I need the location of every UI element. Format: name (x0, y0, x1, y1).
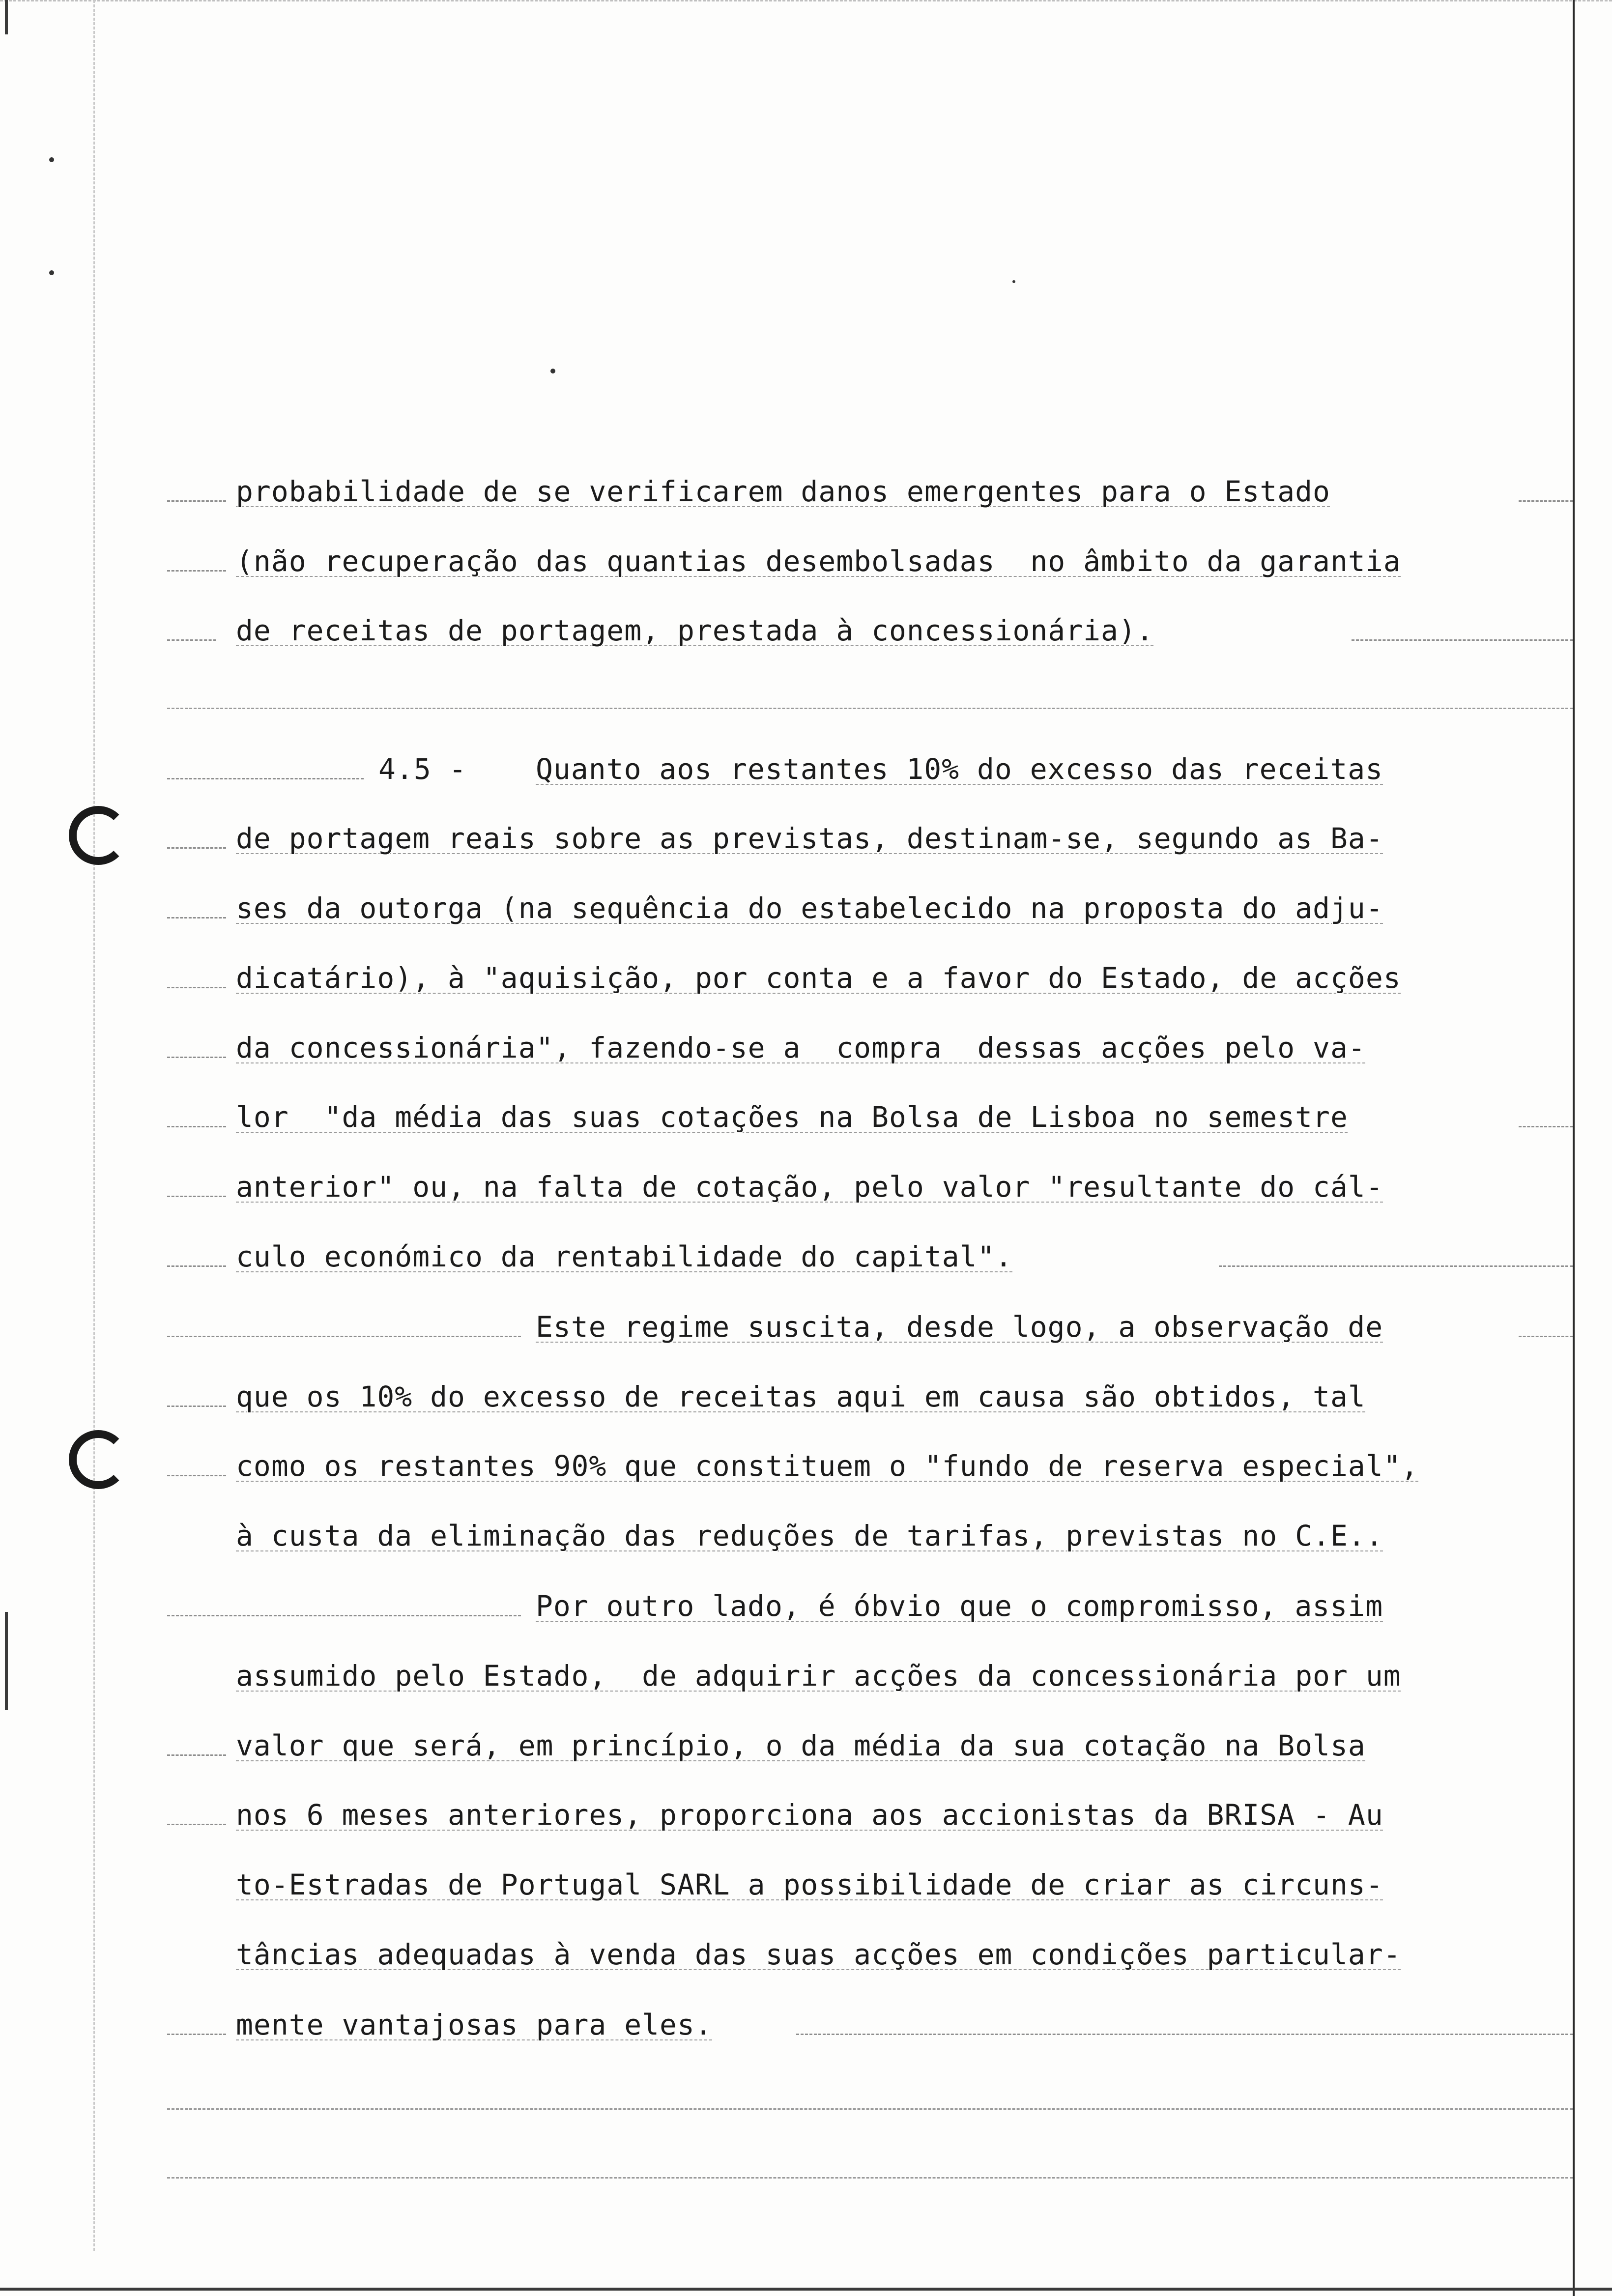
text-line: como os restantes 90% que constituem o "fundo de reserva especial", (0, 1446, 1573, 1486)
right-margin-rule (1573, 0, 1575, 2296)
text-line: nos 6 meses anteriores, proporciona aos accionistas da BRISA - Au (0, 1795, 1573, 1835)
top-edge (0, 0, 1612, 3)
text-line: mente vantajosas para eles. (0, 2005, 1573, 2044)
text-line: que os 10% do excesso de receitas aqui em causa são obtidos, tal (0, 1377, 1573, 1416)
text-line: de portagem reais sobre as previstas, destinam-se, segundo as Ba- (0, 819, 1573, 858)
blank-rule (167, 2108, 1573, 2110)
text-line: 4.5 - Quanto aos restantes 10% do excesso das receitas (0, 749, 1573, 789)
text-line: Este regime suscita, desde logo, a observação de (0, 1307, 1573, 1347)
text-line: de receitas de portagem, prestada à concessionária). (0, 611, 1573, 650)
blank-rule (167, 2177, 1573, 2179)
text-line: dicatário), à "aquisição, por conta e a favor do Estado, de acções (0, 958, 1573, 998)
text-line: à custa da eliminação das reduções de tarifas, previstas no C.E.. (236, 1519, 1383, 1552)
text-line: culo económico da rentabilidade do capital". (0, 1237, 1573, 1276)
blank-rule (167, 708, 1573, 709)
text-line: ses da outorga (na sequência do estabelecido na proposta do adju- (0, 889, 1573, 928)
text-line: lor "da média das suas cotações na Bolsa de Lisboa no semestre (0, 1097, 1573, 1137)
text-line: assumido pelo Estado, de adquirir acções da concessionária por um (236, 1659, 1401, 1693)
scan-speck (49, 270, 54, 275)
text-line: tâncias adequadas à venda das suas acções em condições particular- (236, 1938, 1401, 1971)
text-line: probabilidade de se verificarem danos emergentes para o Estado (0, 472, 1573, 511)
text-line: da concessionária", fazendo-se a compra dessas acções pelo va- (0, 1028, 1573, 1067)
scan-speck (1012, 280, 1015, 283)
text-line: valor que será, em princípio, o da média da sua cotação na Bolsa (0, 1726, 1573, 1765)
left-edge-mark (5, 0, 8, 34)
scan-speck (550, 369, 555, 373)
bottom-edge (0, 2288, 1612, 2291)
text-line: (não recuperação das quantias desembolsadas no âmbito da garantia (0, 542, 1573, 581)
text-line: to-Estradas de Portugal SARL a possibilidade de criar as circuns- (236, 1868, 1383, 1901)
text-line: anterior" ou, na falta de cotação, pelo valor "resultante do cál- (0, 1167, 1573, 1206)
text-line: Por outro lado, é óbvio que o compromisso, assim (0, 1586, 1573, 1626)
scan-speck (49, 157, 54, 162)
